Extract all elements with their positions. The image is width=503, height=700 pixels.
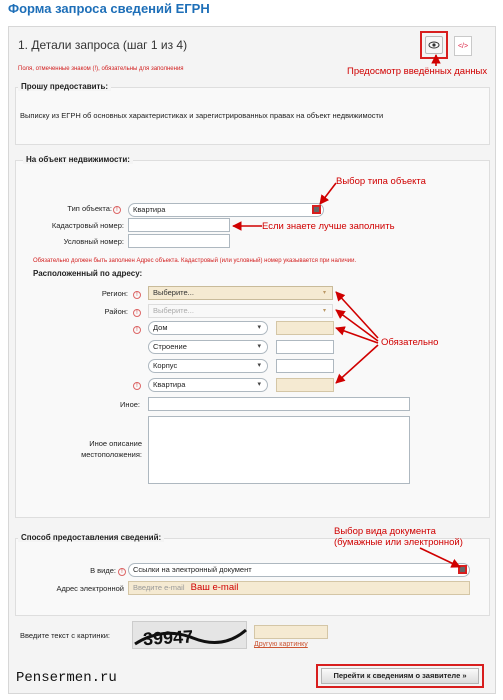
- annotation-fill-better: Если знаете лучше заполнить: [262, 221, 395, 232]
- region-label: Регион:: [101, 289, 128, 298]
- arrow-icon: [420, 548, 460, 567]
- info-icon: !: [133, 382, 141, 390]
- chevron-down-icon: ▾: [257, 343, 261, 350]
- email-label: Адрес электронной: [56, 584, 124, 593]
- chevron-down-icon: ▾: [257, 362, 261, 369]
- captcha-code: 39947: [142, 626, 194, 650]
- delivery-legend: Способ предоставления сведений:: [18, 533, 164, 542]
- flat-select-value: Квартира: [153, 380, 186, 389]
- next-step-button[interactable]: Перейти к сведениям о заявителе »: [321, 668, 479, 684]
- info-icon: !: [113, 206, 121, 214]
- chevron-down-icon: ▾: [322, 308, 326, 314]
- arrow-icon: [336, 345, 378, 383]
- info-icon: !: [133, 326, 141, 334]
- info-icon: !: [118, 568, 126, 576]
- request-legend: Прошу предоставить:: [18, 82, 111, 91]
- district-label: Район:: [104, 307, 128, 316]
- captcha-label: Введите текст с картинки:: [20, 631, 111, 640]
- cadastral-label: Кадастровый номер:: [51, 221, 124, 230]
- code-icon[interactable]: </>: [454, 36, 472, 56]
- info-icon: !: [133, 309, 141, 317]
- annotation-doc-type-2: (бумажные или электронной): [334, 537, 463, 548]
- email-placeholder: Введите e-mail: [133, 583, 185, 592]
- house-select-value: Дом: [153, 323, 168, 332]
- object-legend: На объект недвижимости:: [23, 155, 133, 164]
- step-title: 1. Детали запроса (шаг 1 из 4): [18, 38, 188, 52]
- district-value: Выберите...: [153, 306, 194, 315]
- brand-watermark: Pensermen.ru: [16, 670, 117, 686]
- chevron-down-icon: ▾: [322, 290, 326, 296]
- info-icon: !: [133, 291, 141, 299]
- other-label: Иное:: [120, 400, 140, 409]
- chevron-down-icon: ▾: [257, 381, 261, 388]
- request-value: Выписку из ЕГРН об основных характеристиках и зарегистрированных правах на объект недвижимости: [20, 111, 384, 120]
- page-title: Форма запроса сведений ЕГРН: [8, 1, 210, 16]
- type-label: Тип объекта:: [67, 204, 112, 213]
- object-type-value: Квартира: [133, 205, 166, 214]
- arrow-icon: [320, 183, 336, 204]
- annotation-preview: Предосмотр введённых данных: [347, 66, 488, 77]
- chevron-down-icon: ▾: [257, 324, 261, 331]
- address-legend: Расположенный по адресу:: [33, 269, 143, 278]
- annotation-doc-type-1: Выбор вида документа: [334, 526, 436, 537]
- region-value: Выберите...: [153, 288, 194, 297]
- conditional-label: Условный номер:: [63, 237, 124, 246]
- required-note: Поля, отмеченные знаком (!), обязательны для заполнения: [18, 66, 184, 72]
- delivery-form-value: Ссылки на электронный документ: [133, 565, 252, 574]
- captcha-refresh-link[interactable]: Другую картинку: [254, 641, 308, 648]
- annotation-required: Обязательно: [381, 337, 439, 348]
- other-desc-label: Иное описание местоположения:: [81, 439, 142, 459]
- annotation-your-email: Ваш e-mail: [190, 582, 239, 593]
- delivery-form-label: В виде:: [90, 566, 116, 575]
- address-note: Обязательно должен быть заполнен Адрес объекта. Кадастровый (или условный) номер указывается при наличии.: [33, 258, 357, 264]
- building-select-value: Строение: [153, 342, 187, 351]
- corpus-select-value: Корпус: [153, 361, 178, 370]
- annotation-type-choice: Выбор типа объекта: [336, 176, 426, 187]
